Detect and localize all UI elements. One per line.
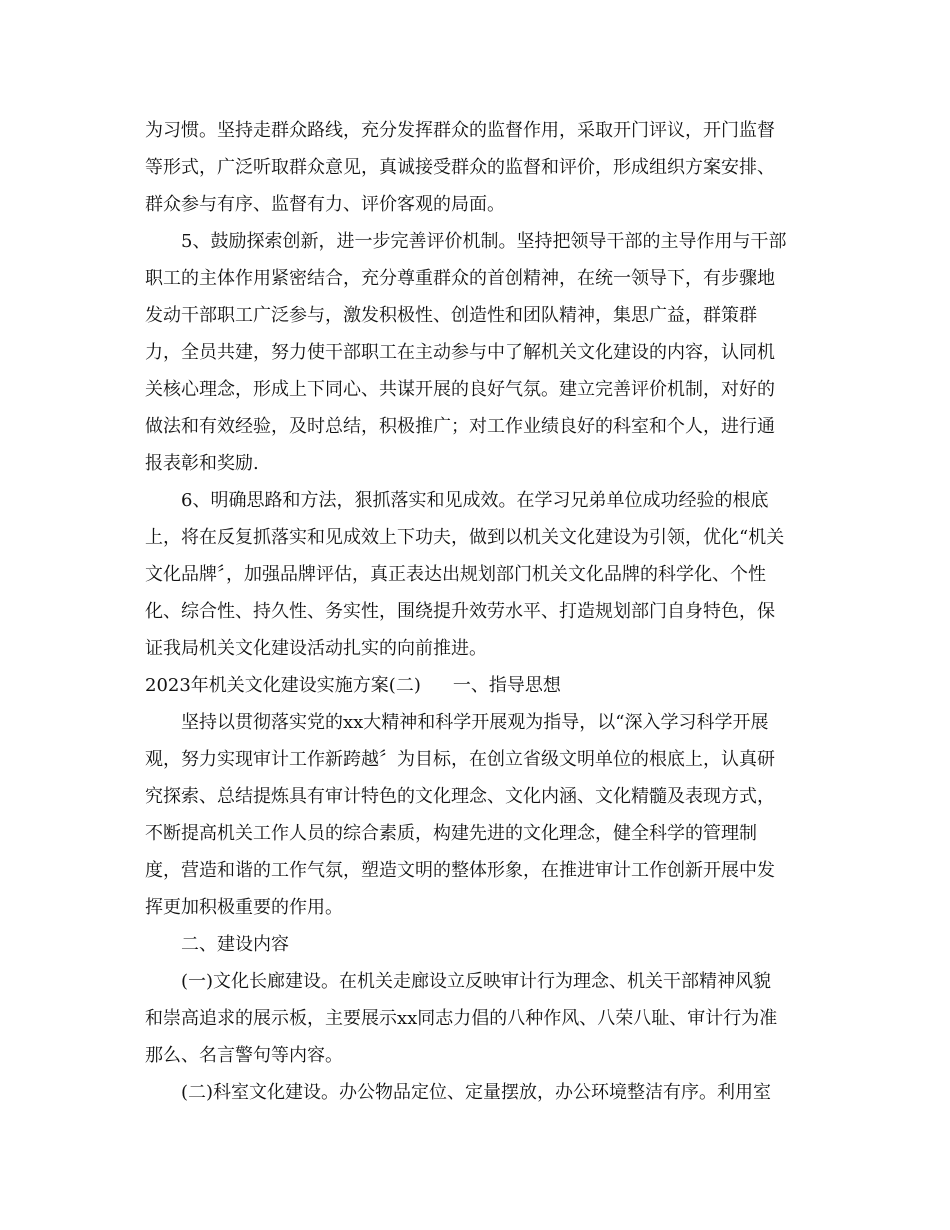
text-line: 挥更加积极重要的作用。 (145, 897, 343, 918)
text-line: 证我局机关文化建设活动扎实的向前推进。 (145, 638, 487, 659)
text-line: 群众参与有序、监督有力、评价客观的局面。 (145, 194, 505, 215)
text-line: 报表彰和奖励. (145, 453, 259, 474)
text-line: 等形式，广泛听取群众意见，真诚接受群众的监督和评价，形成组织方案安排、 (145, 157, 775, 178)
text-line: 职工的主体作用紧密结合，充分尊重群众的首创精神，在统一领导下，有步骤地 (145, 268, 775, 289)
text-line: 度，营造和谐的工作气氛，塑造文明的整体形象，在推进审计工作创新开展中发 (145, 860, 775, 881)
text-line: 究探索、总结提炼具有审计特色的文化理念、文化内涵、文化精髓及表现方式， (145, 786, 775, 807)
text-line: 做法和有效经验，及时总结，积极推广；对工作业绩良好的科室和个人，进行通 (145, 416, 775, 437)
text-line: 上，将在反复抓落实和见成效上下功夫，做到以机关文化建设为引领，优化“机关 (145, 527, 785, 548)
text-line: 和崇高追求的展示板，主要展示xx同志力倡的八种作风、八荣八耻、审计行为准 (145, 1008, 778, 1029)
section-heading-line (145, 667, 805, 704)
text-line: 观，努力实现审计工作新跨越〞为目标，在创立省级文明单位的根底上，认真研 (145, 749, 775, 770)
text-line: 力，全员共建，努力使干部职工在主动参与中了解机关文化建设的内容，认同机 (145, 342, 775, 363)
text-line: 化、综合性、持久性、务实性，围绕提升效劳水平、打造规划部门自身特色，保 (145, 601, 775, 622)
text-line: 关核心理念，形成上下同心、共谋开展的良好气氛。建立完善评价机制，对好的 (145, 379, 775, 400)
text-line: 那么、名言警句等内容。 (145, 1045, 343, 1066)
section-heading: 二、建设内容 (181, 934, 289, 955)
plan-title: 2023年机关文化建设实施方案(二) (145, 675, 421, 696)
text-line: (二)科室文化建设。办公物品定位、定量摆放，办公环境整洁有序。利用室 (181, 1082, 772, 1103)
text-line: 6、明确思路和方法，狠抓落实和见成效。在学习兄弟单位成功经验的根底 (181, 490, 769, 511)
text-line: (一)文化长廊建设。在机关走廊设立反映审计行为理念、机关干部精神风貌 (181, 971, 772, 992)
text-line: 不断提高机关工作人员的综合素质，构建先进的文化理念，健全科学的管理制 (145, 823, 757, 844)
text-line: 坚持以贯彻落实党的xx大精神和科学开展观为指导，以“深入学习科学开展 (181, 712, 769, 733)
text-line: 5、鼓励探索创新，进一步完善评价机制。坚持把领导干部的主导作用与干部 (181, 231, 787, 252)
text-line: 发动干部职工广泛参与，激发积极性、创造性和团队精神，集思广益，群策群 (145, 305, 757, 326)
document-body (145, 112, 805, 1111)
text-line: 为习惯。坚持走群众路线，充分发挥群众的监督作用，采取开门评议，开门监督 (145, 120, 775, 141)
section-heading: 一、指导思想 (452, 675, 561, 696)
text-line: 文化品牌〞，加强品牌评估，真正表达出规划部门机关文化品牌的科学化、个性 (145, 564, 766, 585)
